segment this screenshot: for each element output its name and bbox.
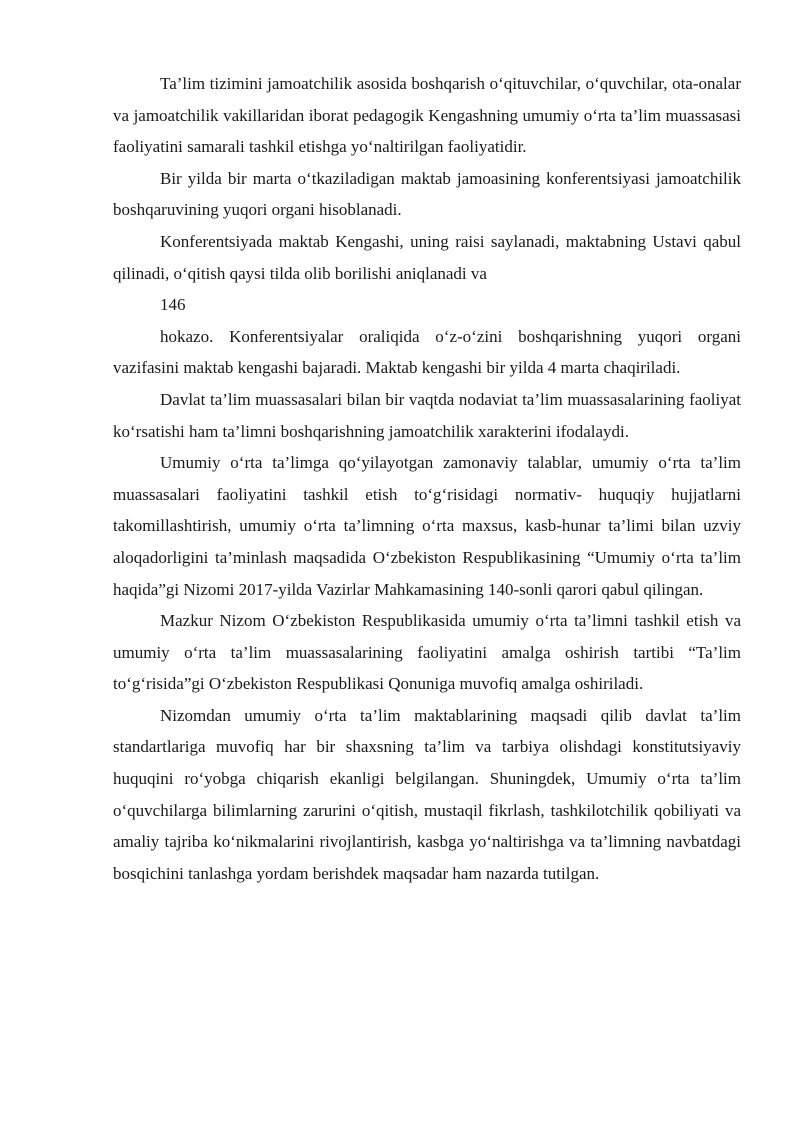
paragraph: Nizomdan umumiy o‘rta ta’lim maktablarining maqsadi qilib davlat ta’lim standartlariga muvofiq har bir shaxsning ta’lim va tarbiya olishdagi konstitutsiyaviy huquqini ro‘yobga chiqarish ekanligi belgilangan. Shuningdek, Umumiy o‘rta ta’lim o‘quvchilarga bilimlarning zarurini o‘qitish, mustaqil fikrlash, tashkilotchilik qobiliyati va amaliy tajriba ko‘nikmalarini rivojlantirish, kasbga yo‘naltirishga va ta’limning navbatdagi bosqichini tanlashga yordam berishdek maqsadar ham nazarda tutilgan. (113, 705, 741, 883)
paragraph: Ta’lim tizimini jamoatchilik asosida boshqarish o‘qituvchilar, o‘quvchilar, ota-onalar va jamoatchilik vakillaridan iborat pedagogik Kengashning umumiy o‘rta ta’lim muassasasi faoliyatini samarali tashkil etishga yo‘naltirilgan faoliyatidir. (113, 74, 741, 157)
paragraph: Bir yilda bir marta o‘tkaziladigan maktab jamoasining konferentsiyasi jamoatchilik boshqaruvining yuqori organi hisoblanadi. (113, 168, 741, 220)
paragraph: Konferentsiyada maktab Kengashi, uning raisi saylanadi, maktabning Ustavi qabul qilinadi, o‘qitish qaysi tilda olib borilishi aniqlanadi va (113, 231, 741, 283)
paragraph: Mazkur Nizom O‘zbekiston Respublikasida umumiy o‘rta ta’limni tashkil etish va umumiy o‘rta ta’lim muassasalarining faoliyatini amalga oshirish tartibi “Ta’lim to‘g‘risida”gi O‘zbekiston Respublikasi Qonuniga muvofiq amalga oshiriladi. (113, 611, 741, 694)
paragraph: hokazo. Konferentsiyalar oraliqida o‘z-o‘zini boshqarishning yuqori organi vazifasini maktab kengashi bajaradi. Maktab kengashi bir yilda 4 marta chaqiriladi. (113, 326, 741, 378)
paragraph: Davlat ta’lim muassasalari bilan bir vaqtda nodaviat ta’lim muassasalarining faoliyat ko‘rsatishi ham ta’limni boshqarishning jamoatchilik xarakterini ifodalaydi. (113, 389, 741, 441)
paragraph: Umumiy o‘rta ta’limga qo‘yilayotgan zamonaviy talablar, umumiy o‘rta ta’lim muassasalari faoliyatini tashkil etish to‘g‘risidagi normativ- huquqiy hujjatlarni takomillashtirish, umumiy o‘rta ta’limning o‘rta maxsus, kasb-hunar ta’limi bilan uzviy aloqadorligini ta’minlash maqsadida O‘zbekiston Respublikasining “Umumiy o‘rta ta’lim haqida”gi Nizomi 2017-yilda Vazirlar Mahkamasining 140-sonli qarori qabul qilingan. (113, 453, 741, 599)
document-page (113, 68, 741, 889)
page-number: 146 (160, 295, 186, 315)
